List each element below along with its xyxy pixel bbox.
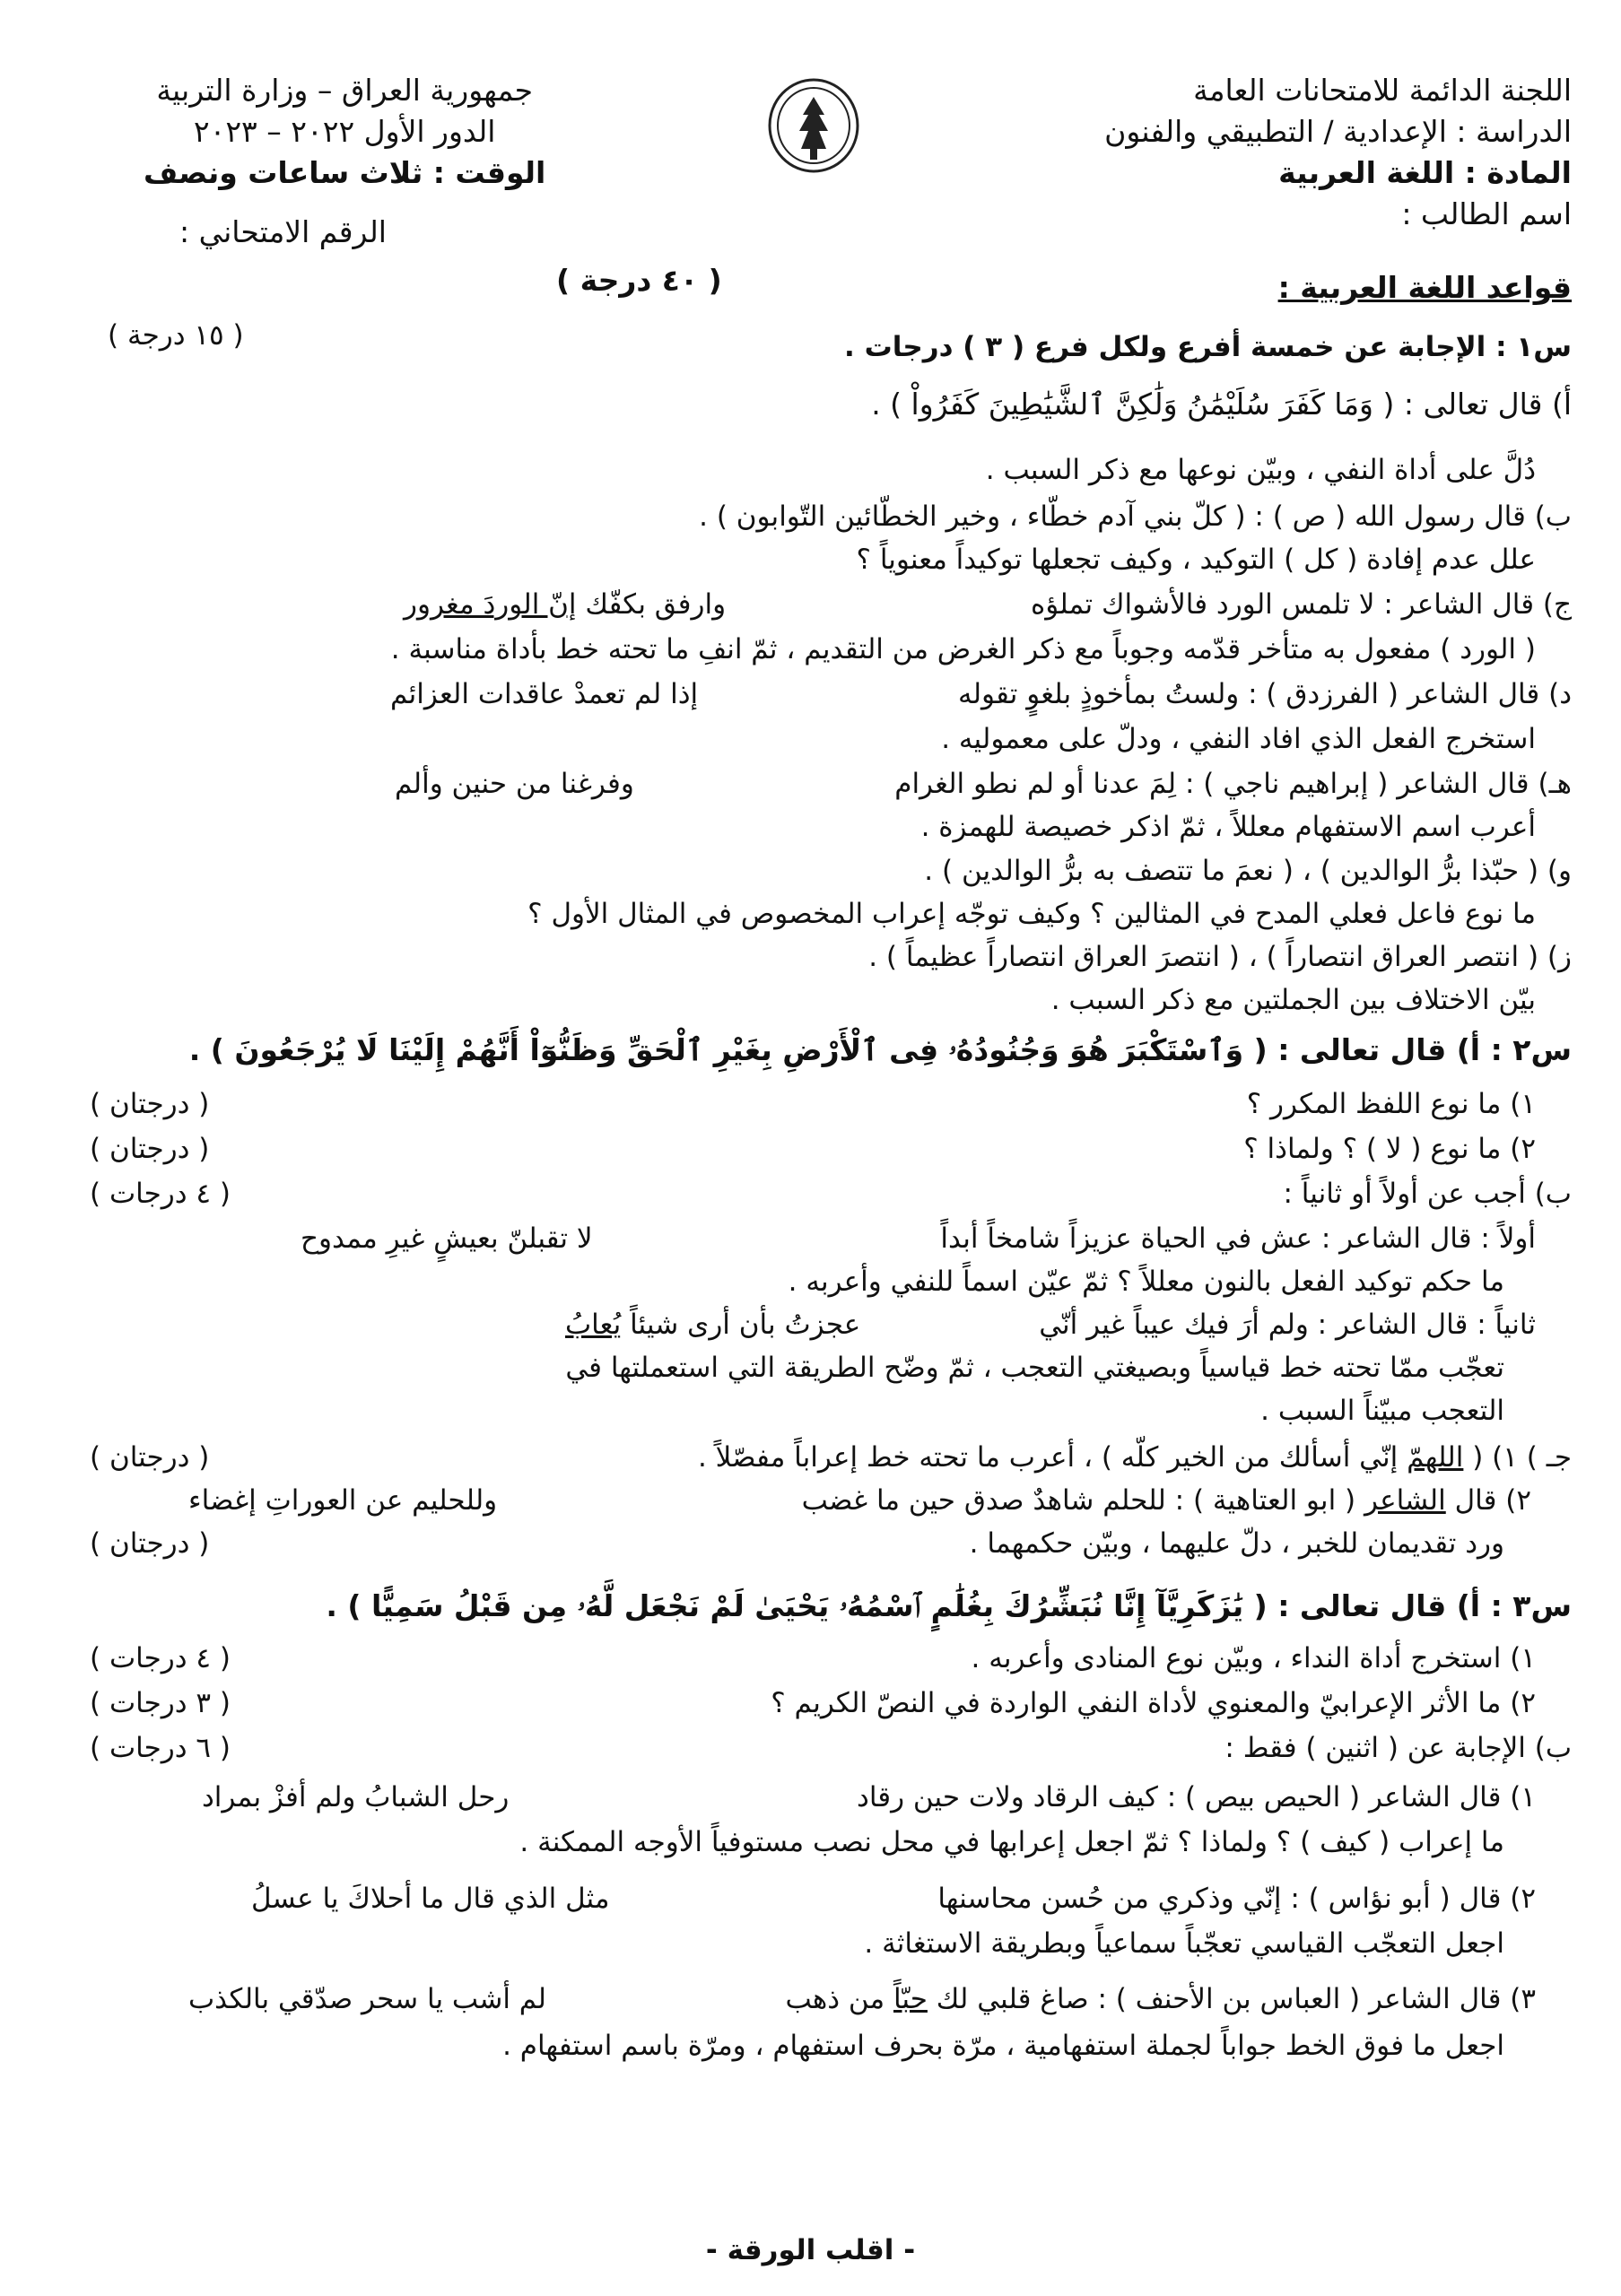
q2-c2-question: ورد تقديمان للخبر ، دلّ عليهما ، وبيّن حكمهما . — [969, 1527, 1504, 1560]
exam-number-label: الرقم الامتحاني : — [179, 214, 387, 249]
q2-b2-question-line1: تعجّب ممّا تحته خط قياسياً وبصيغتي التعجب ، ثمّ وضّح الطريقة التي استعملتها في — [565, 1352, 1504, 1384]
q1-b-question: علل عدم إفادة ( كل ) التوكيد ، وكيف تجعلها توكيداً معنوياً ؟ — [856, 544, 1536, 576]
header-left — [144, 70, 545, 194]
committee-name: اللجنة الدائمة للامتحانات العامة — [1193, 73, 1572, 108]
q2-c2-marks: ( درجتان ) — [90, 1527, 210, 1560]
underlined-word: اللهمّ — [1407, 1441, 1464, 1474]
q3-b-marks: ( ٦ درجات ) — [90, 1732, 231, 1764]
country-ministry: جمهورية العراق – وزارة التربية — [156, 73, 533, 108]
ministry-seal-logo — [767, 77, 860, 174]
q2-a-question-1: ١) ما نوع اللفظ المكرر ؟ — [1246, 1088, 1536, 1120]
underlined-word: يُعابُ — [565, 1309, 622, 1341]
q2-b1-verse-first: أولاً : قال الشاعر : عش في الحياة عزيزاً شامخاً أبداً — [940, 1222, 1536, 1255]
q2-b2-question-line2: التعجب مبيّناً السبب . — [1260, 1395, 1504, 1427]
q1-d-verse-second: إذا لم تعمدْ عاقدات العزائم — [390, 678, 699, 710]
underlined-phrase: إنّ الوردَ مغرور — [404, 588, 577, 621]
q3-b1-verse-second: رحل الشبابُ ولم أفزْ بمراد — [202, 1781, 510, 1813]
q3-a-question-1-marks: ( ٤ درجات ) — [90, 1642, 231, 1674]
underlined-word: حبّاً — [893, 1983, 928, 2015]
q2-c2-verse-first: ٢) قال الشاعر ( ابو العتاهية ) : للحلم شاهدٌ صدق حين ما غضب — [801, 1484, 1531, 1517]
q1-marks: ( ١٥ درجة ) — [108, 319, 244, 352]
q3-a-question-2-marks: ( ٣ درجات ) — [90, 1687, 231, 1719]
q1-e-verse-second: وفرغنا من حنين وألم — [395, 768, 634, 800]
header-right — [1104, 70, 1572, 235]
q2-a-question-2-marks: ( درجتان ) — [90, 1133, 210, 1165]
q1-d-verse-first: د) قال الشاعر ( الفرزدق ) : ولستُ بمأخوذٍ بلغوٍ تقوله — [957, 678, 1572, 710]
q1-g-question: بيّن الاختلاف بين الجملتين مع ذكر السبب . — [1050, 984, 1536, 1016]
q2-b1-verse-second: لا تقبلنّ بعيشٍ غيرِ ممدوح — [301, 1222, 593, 1255]
q3-b3-verse-second: لم أشب يا سحر صدّقي بالكذب — [188, 1983, 546, 2015]
q1-heading: س١ : الإجابة عن خمسة أفرع ولكل فرع ( ٣ ) درجات . — [844, 331, 1572, 363]
q3-b2-verse-second: مثل الذي قال ما أحلاكَ يا عسلُ — [251, 1883, 610, 1915]
student-name-label: اسم الطالب : — [1401, 196, 1572, 231]
q1-f-examples: و) ( حبّذا برُّ الوالدين ) ، ( نعمَ ما تتصف به برُّ الوالدين ) . — [924, 855, 1572, 887]
q2-b2-verse-second: عجزتُ بأن أرى شيئاً يُعابُ — [565, 1309, 861, 1341]
q3-b2-question: اجعل التعجّب القياسي تعجّباً سماعياً وبطريقة الاستغاثة . — [864, 1927, 1504, 1960]
q2-c1-marks: ( درجتان ) — [90, 1441, 210, 1474]
q3-a-question-2: ٢) ما الأثر الإعرابيّ والمعنوي لأداة النفي الواردة في النصّ الكريم ؟ — [771, 1687, 1536, 1719]
q1-c-verse-first: ج) قال الشاعر : لا تلمس الورد فالأشواك تملؤه — [1031, 588, 1572, 621]
turn-page-note: - اقلب الورقة - — [705, 2234, 916, 2266]
q1-c-question: ( الورد ) مفعول به متأخر قدّمه وجوباً مع ذكر الغرض من التقديم ، ثمّ انفِ ما تحته خط بأداة مناسبة . — [390, 633, 1536, 665]
study-branch: الدراسة : الإعدادية / التطبيقي والفنون — [1104, 114, 1572, 149]
q2-a-question-2: ٢) ما نوع ( لا ) ؟ ولماذا ؟ — [1243, 1133, 1536, 1165]
exam-round: الدور الأول ٢٠٢٢ – ٢٠٢٣ — [193, 114, 496, 149]
q2-b2-verse-first: ثانياً : قال الشاعر : ولم أرَ فيك عيباً غير أنّي — [1039, 1309, 1536, 1341]
subject: المادة : اللغة العربية — [1278, 155, 1572, 190]
q2-b1-question: ما حكم توكيد الفعل بالنون معللاً ؟ ثمّ عيّن اسماً للنفي وأعربه . — [788, 1265, 1504, 1298]
q2-c1: جـ ) ١) ( اللهمّ إنّي أسألك من الخير كلّه ) ، أعرب ما تحته خط إعراباً مفصّلاً . — [697, 1441, 1572, 1474]
section-title: قواعد اللغة العربية : — [1277, 270, 1572, 305]
q2-b-instruction: ب) أجب عن أولاً أو ثانياً : — [1283, 1178, 1572, 1210]
q2-b-marks: ( ٤ درجات ) — [90, 1178, 231, 1210]
q1-c-verse-second: وارفق بكفّك إنّ الوردَ مغرور — [404, 588, 727, 621]
q3-b1-verse-first: ١) قال الشاعر ( الحيص بيص ) : كيف الرقاد ولات حين رقاد — [857, 1781, 1536, 1813]
q1-a-question: دُلَّ على أداة النفي ، وبيّن نوعها مع ذكر السبب . — [985, 454, 1536, 486]
q3-a-verse: س٣ : أ) قال تعالى : ( يَٰزَكَرِيَّآ إِنَّا نُبَشِّرُكَ بِغُلَٰمٍ ٱسْمُهُۥ يَحْيَىٰ لَمْ نَجْعَل لَّهُۥ مِن قَبْلُ سَمِيًّا ) . — [326, 1588, 1572, 1623]
q3-b-instruction: ب) الإجابة عن ( اثنين ) فقط : — [1224, 1732, 1572, 1764]
q1-d-question: استخرج الفعل الذي افاد النفي ، ودلّ على معموليه . — [941, 723, 1536, 755]
q3-b1-question: ما إعراب ( كيف ) ؟ ولماذا ؟ ثمّ اجعل إعرابها في محل نصب مستوفياً الأوجه الممكنة . — [519, 1826, 1504, 1858]
q3-b3-verse-first: ٣) قال الشاعر ( العباس بن الأحنف ) : صاغ قلبي لك حبّاً من ذهب — [785, 1983, 1536, 2015]
q3-b2-verse-first: ٢) قال ( أبو نؤاس ) : إنّي وذكري من حُسن محاسنها — [937, 1883, 1536, 1915]
q3-a-question-1: ١) استخرج أداة النداء ، وبيّن نوع المنادى وأعربه . — [971, 1642, 1536, 1674]
q1-a-verse: أ) قال تعالى : ( وَمَا كَفَرَ سُلَيْمَٰنُ وَلَٰكِنَّ ٱلشَّيَٰطِينَ كَفَرُواْ ) . — [871, 387, 1572, 422]
q3-b3-question: اجعل ما فوق الخط جواباً لجملة استفهامية ، مرّة بحرف استفهام ، ومرّة باسم استفهام . — [502, 2030, 1504, 2062]
q1-e-verse-first: هـ) قال الشاعر ( إبراهيم ناجي ) : لِمَ عدنا أو لم نطو الغرام — [894, 768, 1572, 800]
section-total-marks: ( ٤٠ درجة ) — [556, 263, 722, 298]
exam-time: الوقت : ثلاث ساعات ونصف — [144, 155, 546, 190]
q2-a-question-1-marks: ( درجتان ) — [90, 1088, 210, 1120]
q1-e-question: أعرب اسم الاستفهام معللاً ، ثمّ اذكر خصيصة للهمزة . — [920, 811, 1536, 843]
q2-c2-verse-second: وللحليم عن العوراتِ إغضاء — [188, 1484, 498, 1517]
q1-b-hadith: ب) قال رسول الله ( ص ) : ( كلّ بني آدم خطّاء ، وخير الخطّائين التّوابون ) . — [699, 500, 1572, 533]
q2-a-verse: س٢ : أ) قال تعالى : ( وَٱسْتَكْبَرَ هُوَ وَجُنُودُهُۥ فِى ٱلْأَرْضِ بِغَيْرِ ٱلْحَقِّ وَظَنُّوٓاْ أَنَّهُمْ إِلَيْنَا لَا يُرْجَعُونَ ) . — [188, 1032, 1572, 1067]
q1-g-examples: ز) ( انتصر العراق انتصاراً ) ، ( انتصرَ العراق انتصاراً عظيماً ) . — [868, 941, 1572, 973]
q1-f-question: ما نوع فاعل فعلي المدح في المثالين ؟ وكيف توجّه إعراب المخصوص في المثال الأول ؟ — [527, 898, 1536, 930]
